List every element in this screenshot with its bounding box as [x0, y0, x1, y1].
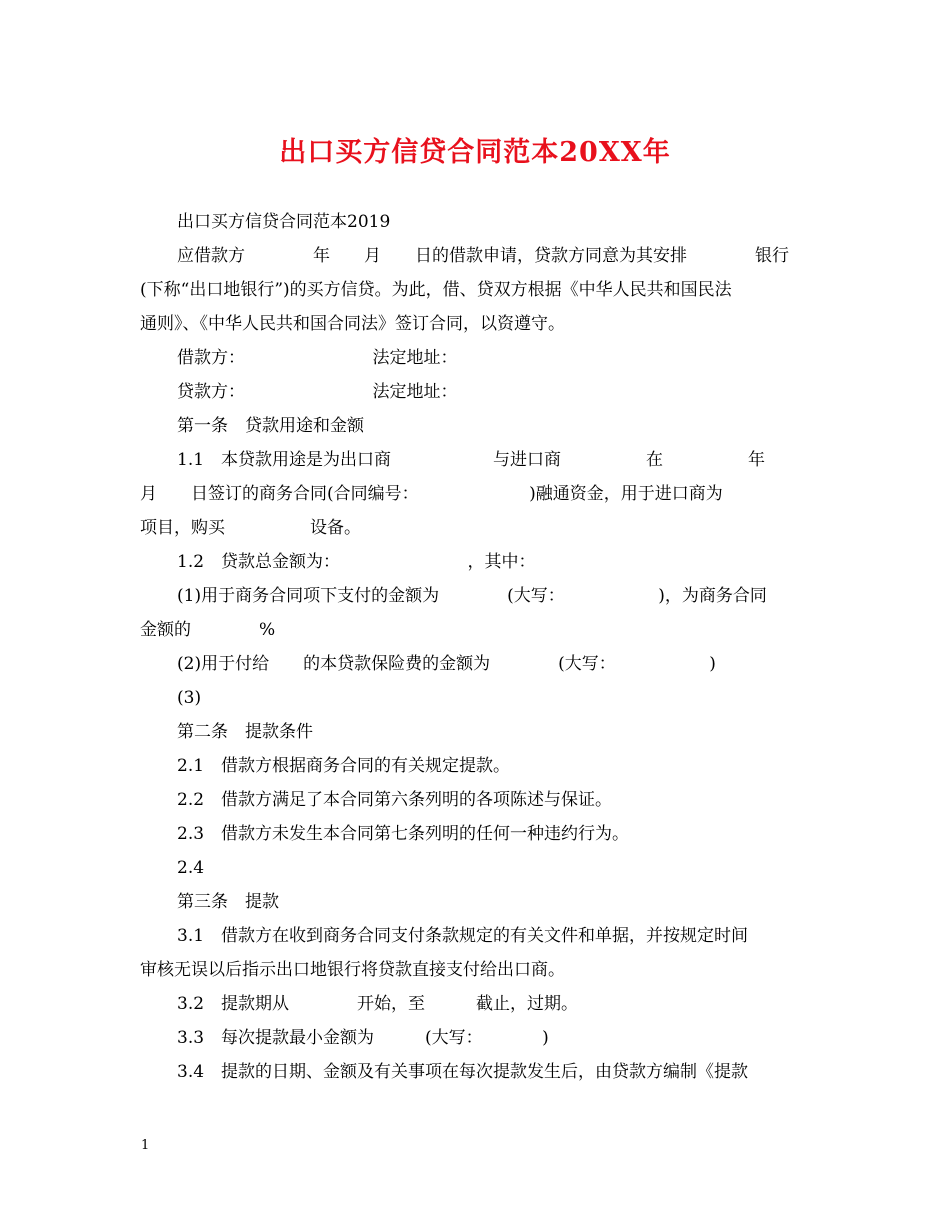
clause-line: 3.3 每次提款最小金额为 (大写： )	[177, 1028, 549, 1048]
clause-line: (2)用于付给 的本贷款保险费的金额为 (大写： )	[177, 654, 716, 674]
clause-line: 2.4	[177, 858, 205, 878]
clause-line: 3.2 提款期从 开始，至 截止，过期。	[177, 994, 579, 1014]
document-title: 出口买方信贷合同范本20XX年	[279, 137, 671, 168]
clause-line: 1.2 贷款总金额为： ，其中：	[177, 552, 536, 572]
article-heading: 第二条 提款条件	[177, 722, 313, 742]
lender-line: 贷款方： 法定地址：	[177, 382, 458, 402]
clause-line: 月 日签订的商务合同(合同编号： )融通资金，用于进口商为	[140, 484, 723, 504]
clause-line: 2.1 借款方根据商务合同的有关规定提款。	[177, 756, 511, 776]
subtitle-line: 出口买方信贷合同范本2019	[177, 212, 391, 232]
paragraph-line: 通则》、《中华人民共和国合同法》签订合同，以资遵守。	[140, 314, 565, 334]
clause-line: 金额的 %	[140, 620, 276, 640]
paragraph-line: (下称“出口地银行”)的买方信贷。为此，借、贷双方根据《中华人民共和国民法	[140, 280, 732, 300]
clause-line: 1.1 本贷款用途是为出口商 与进口商 在 年	[177, 450, 766, 470]
clause-line: 2.3 借款方未发生本合同第七条列明的任何一种违约行为。	[177, 824, 630, 844]
clause-line: 项目，购买 设备。	[140, 518, 361, 538]
clause-line: 2.2 借款方满足了本合同第六条列明的各项陈述与保证。	[177, 790, 613, 810]
paragraph-line: 应借款方 年 月 日的借款申请，贷款方同意为其安排 银行	[177, 246, 789, 266]
clause-line: 审核无误以后指示出口地银行将贷款直接支付给出口商。	[140, 960, 565, 980]
clause-line: 3.1 借款方在收到商务合同支付条款规定的有关文件和单据，并按规定时间	[177, 926, 749, 946]
article-heading: 第一条 贷款用途和金额	[177, 416, 364, 436]
clause-line: (1)用于商务合同项下支付的金额为 (大写： )，为商务合同	[177, 586, 767, 606]
article-heading: 第三条 提款	[177, 892, 279, 912]
document-body	[140, 205, 812, 1089]
borrower-line: 借款方： 法定地址：	[177, 348, 458, 368]
clause-line: 3.4 提款的日期、金额及有关事项在每次提款发生后，由贷款方编制《提款	[177, 1062, 749, 1082]
clause-line: (3)	[177, 688, 202, 708]
page-number: 1	[141, 1138, 150, 1153]
